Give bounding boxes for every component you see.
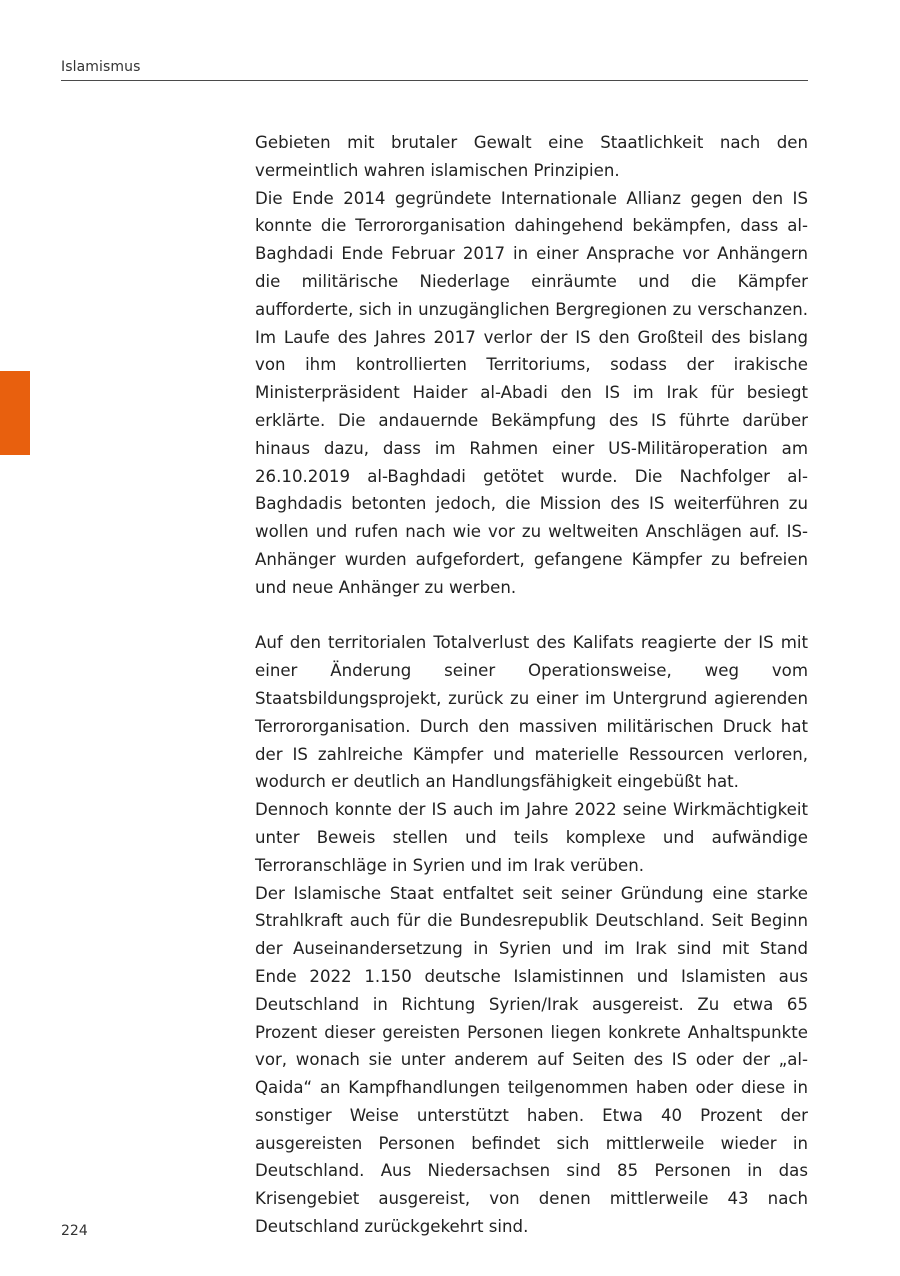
running-header: Islamismus xyxy=(61,59,141,75)
body-text xyxy=(255,129,808,1241)
chapter-marker-tab xyxy=(0,371,30,455)
header-rule xyxy=(61,80,808,81)
paragraph-2022: Dennoch konnte der IS auch im Jahre 2022 seine Wirkmächtigkeit unter Beweis stellen und teils komplexe und aufwändige Terroranschläge in Syrien und im Irak verüben. xyxy=(255,800,808,875)
paragraph-allianz: Die Ende 2014 gegründete Internationale Allianz gegen den IS konnte die Terrororganisation dahingehend bekämpfen, dass al-Baghdadi Ende Februar 2017 in einer Ansprache vor Anhängern die militärische Niederlage einräumte und die Kämpfer aufforderte, sich in unzugänglichen Bergregionen zu verschanzen. Im Laufe des Jahres 2017 verlor der IS den Großteil des bislang von ihm kontrollierten Territoriums, sodass der irakische Ministerpräsident Haider al-Abadi den IS im Irak für besiegt erklärte. Die andauernde Bekämpfung des IS führte darüber hinaus dazu, dass im Rahmen einer US-Militäroperation am 26.10.2019 al-Baghdadi getötet wurde. Die Nachfolger al-Baghdadis betonten jedoch, die Mission des IS weiterführen zu wollen und rufen nach wie vor zu weltweiten Anschlägen auf. IS-Anhänger wurden aufgefordert, gefangene Kämpfer zu befreien und neue Anhänger zu werben. xyxy=(255,188,808,597)
page-number: 224 xyxy=(61,1223,88,1239)
paragraph-continuation: Gebieten mit brutaler Gewalt eine Staatlichkeit nach den vermeintlich wahren islamischen Prinzipien. xyxy=(255,133,808,180)
paragraph-totalverlust: Auf den territorialen Totalverlust des Kalifats reagierte der IS mit einer Änderung seiner Operationsweise, weg vom Staatsbildungsprojekt, zurück zu einer im Untergrund agierenden Terrororganisation. Durch den massiven militärischen Druck hat der IS zahlreiche Kämpfer und materielle Ressourcen verloren, wodurch er deutlich an Handlungsfähigkeit eingebüßt hat. xyxy=(255,633,808,792)
paragraph-deutschland: Der Islamische Staat entfaltet seit seiner Gründung eine starke Strahlkraft auch für die Bundesrepublik Deutschland. Seit Beginn der Auseinandersetzung in Syrien und im Irak sind mit Stand Ende 2022 1.150 deutsche Islamistinnen und Islamisten aus Deutschland in Richtung Syrien/Irak ausgereist. Zu etwa 65 Prozent dieser gereisten Personen liegen konkrete Anhaltspunkte vor, wonach sie unter anderem auf Seiten des IS oder der „al-Qaida“ an Kampfhandlungen teilgenommen haben oder diese in sonstiger Weise unterstützt haben. Etwa 40 Prozent der ausgereisten Personen befindet sich mittlerweile wieder in Deutschland. Aus Niedersachsen sind 85 Personen in das Krisengebiet ausgereist, von denen mittlerweile 43 nach Deutschland zurückgekehrt sind. xyxy=(255,883,808,1237)
